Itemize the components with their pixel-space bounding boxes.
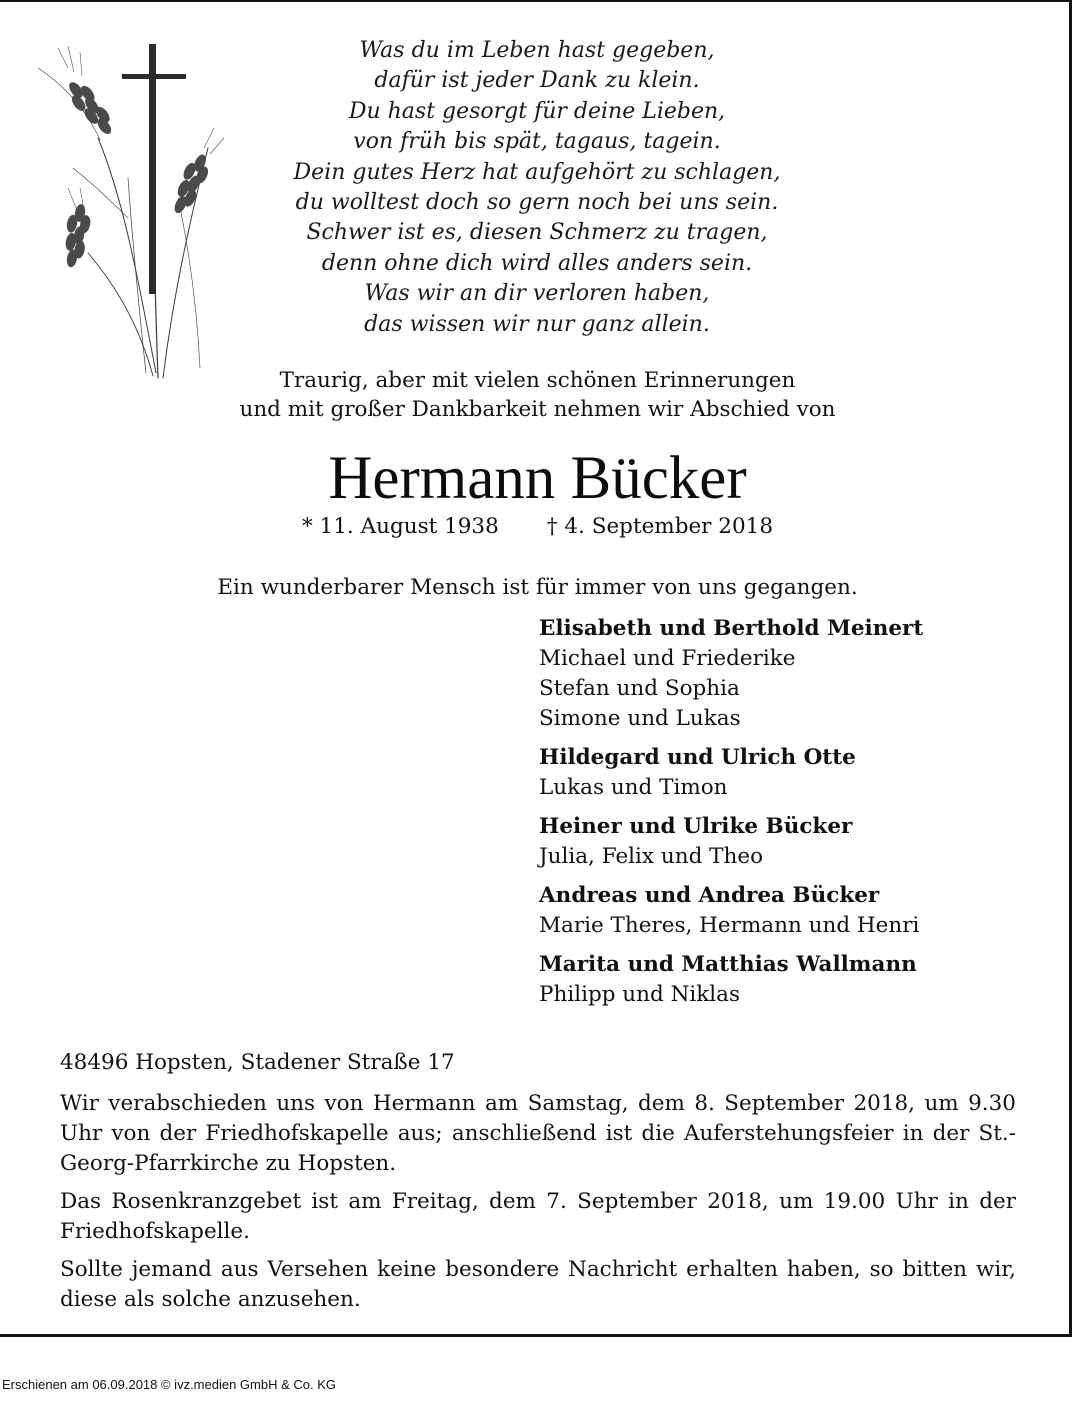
address: 48496 Hopsten, Stadener Straße 17 — [60, 1050, 455, 1075]
mourner-line: Julia, Felix und Theo — [539, 844, 764, 869]
memorial-poem — [232, 36, 842, 340]
mourner-group-head: Andreas und Andrea Bücker — [539, 883, 880, 908]
poem-line: dafür ist jeder Dank zu klein. — [374, 68, 700, 94]
poem-line: das wissen wir nur ganz allein. — [364, 311, 710, 337]
cross-with-wheat-icon — [28, 28, 238, 388]
poem-line: Schwer ist es, diesen Schmerz zu tragen, — [306, 220, 768, 246]
poem-line: Dein gutes Herz hat aufgehört zu schlagen, — [293, 159, 781, 185]
mourner-group-head: Elisabeth und Berthold Meinert — [539, 616, 924, 641]
mourner-group — [539, 613, 1059, 734]
mourner-line: Lukas und Timon — [539, 775, 728, 800]
mourner-group — [539, 742, 1059, 803]
intro-text — [180, 366, 895, 424]
poem-line: Was du im Leben hast gegeben, — [359, 38, 715, 63]
publication-footnote: Erschienen am 06.09.2018 © ivz.medien GmbH & Co. KG — [2, 1377, 337, 1392]
mourner-group-head: Marita und Matthias Wallmann — [539, 952, 917, 977]
mourner-line: Marie Theres, Hermann und Henri — [539, 913, 920, 938]
poem-line: denn ohne dich wird alles anders sein. — [321, 250, 753, 276]
intro-line: Traurig, aber mit vielen schönen Erinnerungen — [279, 368, 796, 393]
mourner-group-head: Hildegard und Ulrich Otte — [539, 745, 856, 770]
mourners-list — [539, 613, 1059, 1018]
birth-date: * 11. August 1938 — [301, 514, 499, 539]
mourner-group — [539, 811, 1059, 872]
tagline: Ein wunderbarer Mensch ist für immer von uns gegangen. — [217, 575, 858, 600]
poem-line: Was wir an dir verloren haben, — [364, 281, 710, 307]
notice-paragraph: Sollte jemand aus Versehen keine besondere Nachricht erhalten haben, so bitten wir, diese als solche anzusehen. — [60, 1257, 1016, 1312]
poem-line: du wolltest doch so gern noch bei uns sein. — [295, 190, 779, 216]
mourner-group-head: Heiner und Ulrike Bücker — [539, 814, 853, 839]
life-dates — [150, 512, 925, 542]
funeral-paragraph: Wir verabschieden uns von Hermann am Samstag, dem 8. September 2018, um 9.30 Uhr von der Friedhofskapelle aus; anschließend ist die Auferstehungsfeier in der St.-Georg-Pfarrkirche zu Hopsten. — [60, 1091, 1016, 1176]
mourner-line: Simone und Lukas — [539, 706, 741, 731]
mourner-line: Stefan und Sophia — [539, 676, 740, 701]
mourner-line: Michael und Friederike — [539, 646, 796, 671]
poem-line: Du hast gesorgt für deine Lieben, — [348, 98, 726, 124]
mourner-line: Philipp und Niklas — [539, 982, 741, 1007]
intro-line: und mit großer Dankbarkeit nehmen wir Abschied von — [239, 397, 836, 422]
mourner-group — [539, 949, 1059, 1010]
service-details — [60, 1048, 1016, 1323]
mourner-group — [539, 880, 1059, 941]
rosary-paragraph: Das Rosenkranzgebet ist am Freitag, dem 7. September 2018, um 19.00 Uhr in der Friedhofskapelle. — [60, 1189, 1016, 1244]
poem-line: von früh bis spät, tagaus, tagein. — [353, 129, 721, 155]
deceased-name: Hermann Bücker — [328, 445, 747, 512]
death-date: † 4. September 2018 — [546, 514, 774, 539]
